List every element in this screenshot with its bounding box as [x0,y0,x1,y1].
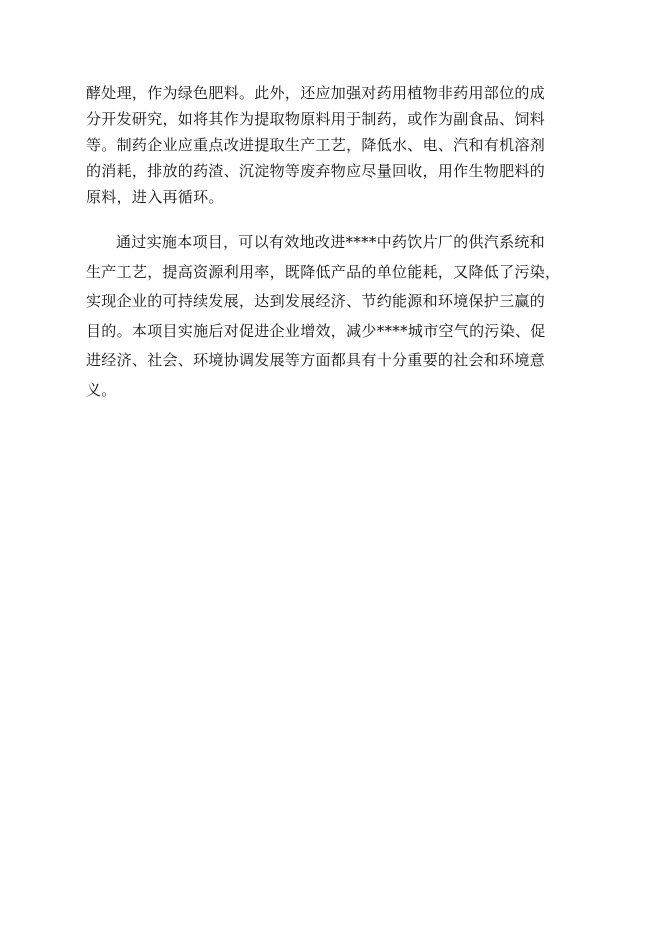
text-line: 义。 [86,380,117,399]
text-line: 目的。本项目实施后对促进企业增效，减少****城市空气的污染、促 [86,321,546,340]
text-line: 进经济、社会、环境协调发展等方面都具有十分重要的社会和环境意 [86,351,546,369]
text-line: 生产工艺，提高资源利用率，既降低产品的单位能耗，又降低了污染， [86,262,561,281]
paragraph-continued [86,80,582,210]
text-line: 原料，进入再循环。 [86,188,224,206]
paragraph-main [86,228,582,405]
text-line: 分开发研究，如将其作为提取物原料用于制药，或作为副食品、饲料 [86,110,546,128]
text-line: 实现企业的可持续发展，达到发展经济、节约能源和环境保护三赢的 [86,292,546,310]
text-line: 的消耗，排放的药渣、沉淀物等废弃物应尽量回收，用作生物肥料的 [86,162,546,180]
text-line: 通过实施本项目，可以有效地改进****中药饮片厂的供汽系统和 [116,233,546,251]
text-line: 等。制药企业应重点改进提取生产工艺，降低水、电、汽和有机溶剂 [86,136,546,154]
text-line: 酵处理，作为绿色肥料。此外，还应加强对药用植物非药用部位的成 [86,84,546,102]
